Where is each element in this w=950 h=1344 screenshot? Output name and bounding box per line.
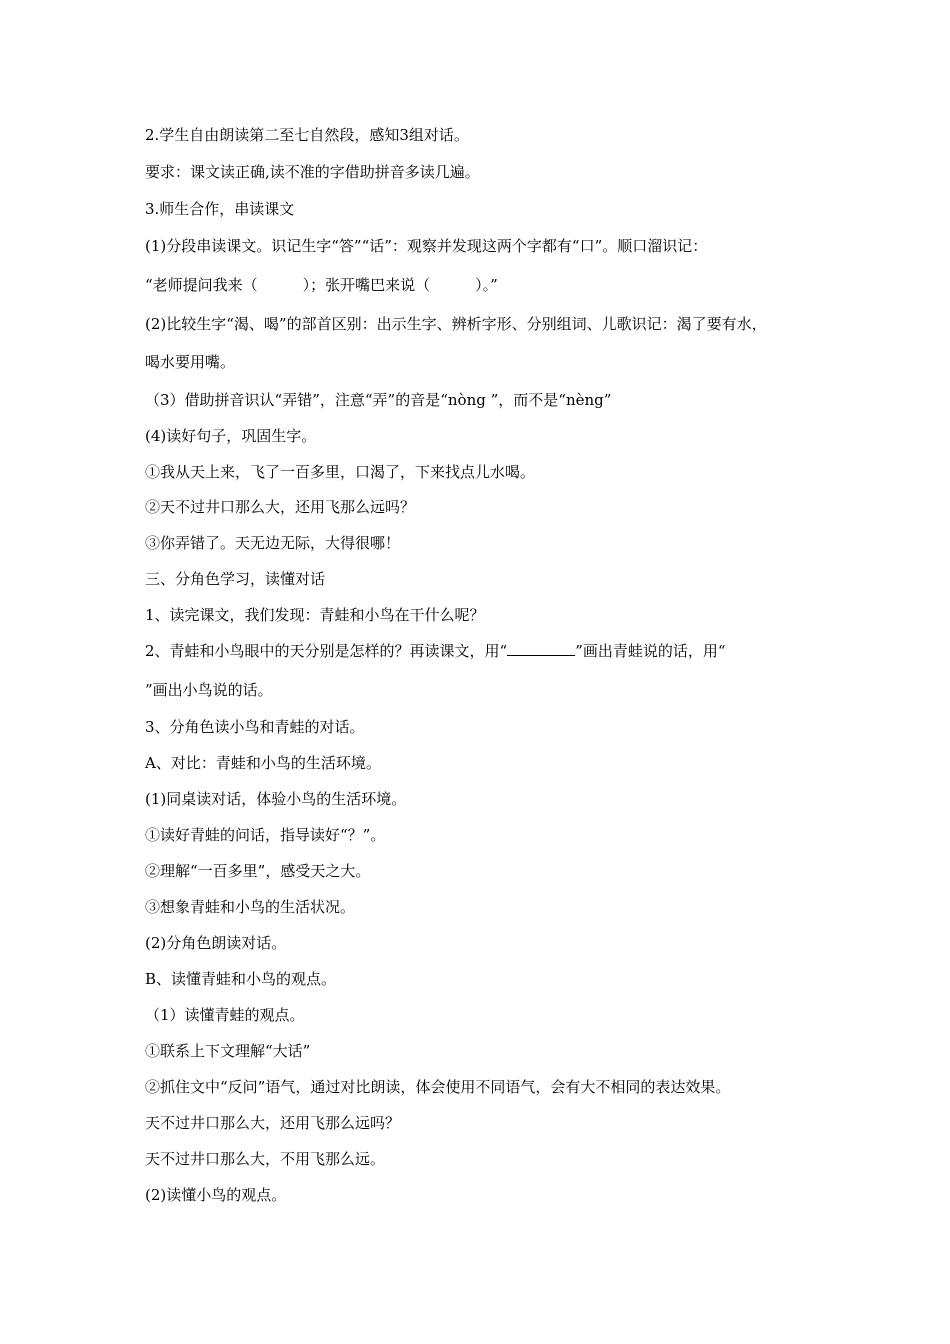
text-line: ①我从天上来，飞了一百多里，口渴了，下来找点儿水喝。 (145, 463, 536, 481)
text-line: “老师提问我来（ ）；张开嘴巴来说（ ）。” (145, 276, 498, 294)
text-line: 1、读完课文，我们发现：青蛙和小鸟在干什么呢？ (145, 606, 485, 624)
underline-blank (507, 641, 575, 656)
text-line: 要求：课文读正确,读不准的字借助拼音多读几遍。 (145, 163, 480, 181)
text-line: (1)分段串读课文。识记生字“答”“话”：观察并发现这两个字都有“口”。顺口溜识记： (145, 237, 708, 255)
text-segment: ”画出青蛙说的话，用“ (575, 642, 726, 660)
text-line: (2)读懂小鸟的观点。 (145, 1186, 287, 1204)
text-line: ①读好青蛙的问话，指导读好“？”。 (145, 826, 386, 844)
text-line: ”画出小鸟说的话。 (145, 681, 273, 699)
text-line: 天不过井口那么大，不用飞那么远。 (145, 1150, 386, 1168)
text-line: A、对比：青蛙和小鸟的生活环境。 (145, 754, 381, 772)
text-line: (4)读好句子，巩固生字。 (145, 427, 317, 445)
text-line: ②理解“一百多里”，感受天之大。 (145, 862, 371, 880)
text-line: 3、分角色读小鸟和青蛙的对话。 (145, 718, 365, 736)
text-line: （3）借助拼音识认“弄错”，注意“弄”的音是“nòng ”，而不是“nèng” (145, 391, 612, 409)
text-line: 2.学生自由朗读第二至七自然段，感知3组对话。 (145, 126, 469, 144)
text-line: 天不过井口那么大，还用飞那么远吗？ (145, 1114, 401, 1132)
text-line: ③你弄错了。天无边无际，大得很哪！ (145, 534, 401, 552)
text-line: 喝水要用嘴。 (145, 353, 236, 371)
text-line: 3.师生合作，串读课文 (145, 200, 295, 218)
text-segment: 2、青蛙和小鸟眼中的天分别是怎样的？再读课文，用“ (145, 642, 508, 660)
text-line: ②抓住文中“反问”语气，通过对比朗读，体会使用不同语气，会有大不相同的表达效果。 (145, 1078, 731, 1096)
text-line: ②天不过井口那么大，还用飞那么远吗？ (145, 498, 416, 516)
text-line: B、读懂青蛙和小鸟的观点。 (145, 970, 337, 988)
text-line: （1）读懂青蛙的观点。 (145, 1006, 305, 1024)
text-line: (2)比较生字“渴、喝”的部首区别：出示生字、辨析字形、分别组词、儿歌识记：渴了要有水， (145, 315, 767, 333)
text-line: (2)分角色朗读对话。 (145, 934, 287, 952)
section-heading: 三、分角色学习，读懂对话 (145, 570, 326, 588)
text-line: (1)同桌读对话，体验小鸟的生活环境。 (145, 790, 407, 808)
text-line: ③想象青蛙和小鸟的生活状况。 (145, 898, 356, 916)
text-line (145, 641, 825, 661)
text-line: ①联系上下文理解“大话” (145, 1042, 311, 1060)
